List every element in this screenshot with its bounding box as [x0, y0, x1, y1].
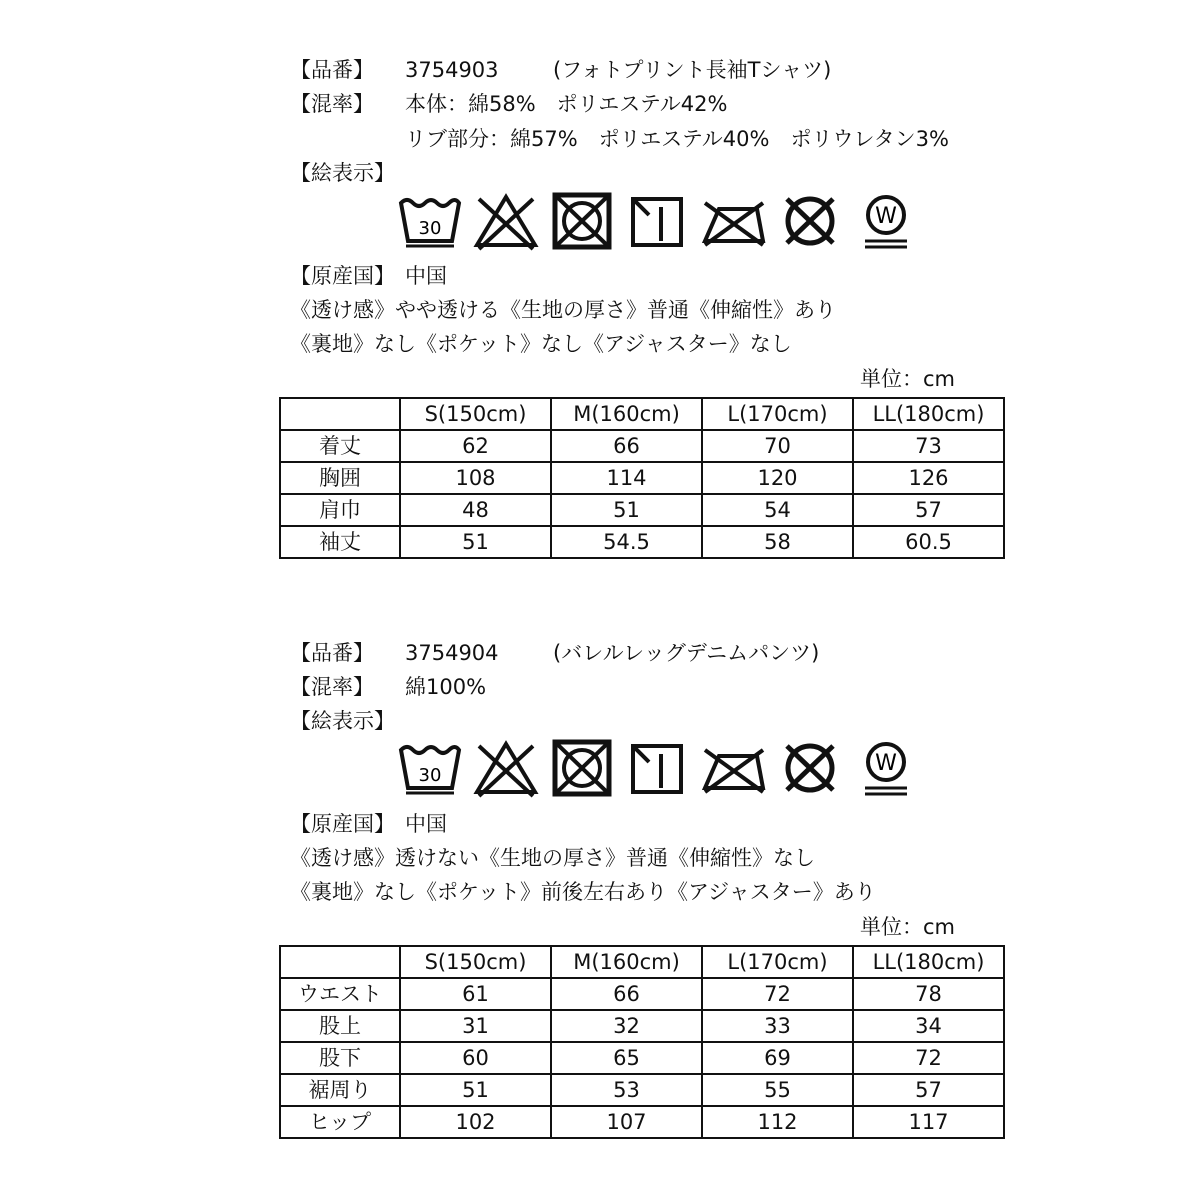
table-corner	[280, 946, 400, 978]
table-cell: 54.5	[551, 526, 702, 558]
line-dry-shade-icon	[623, 188, 693, 254]
konritsu-body: 綿100%	[405, 675, 487, 699]
header-cell: S(150cm)	[400, 398, 551, 430]
header-cell: M(160cm)	[551, 946, 702, 978]
wash-temp: 30	[418, 218, 442, 239]
table-cell: 66	[551, 430, 702, 462]
row-header: 袖丈	[280, 526, 400, 558]
table-cell: 117	[853, 1106, 1004, 1138]
table-cell: 58	[702, 526, 853, 558]
table-cell: 108	[400, 462, 551, 494]
table-row	[280, 462, 1004, 494]
no-dry-clean-icon	[775, 735, 845, 801]
no-tumble-dry-icon	[547, 735, 617, 801]
table-cell: 55	[702, 1074, 853, 1106]
header-cell: L(170cm)	[702, 946, 853, 978]
table-row	[280, 1010, 1004, 1042]
item2-note1: 《透け感》透けない《生地の厚さ》普通《伸縮性》なし	[290, 846, 815, 870]
header-cell: M(160cm)	[551, 398, 702, 430]
table-corner	[280, 398, 400, 430]
table-cell: 65	[551, 1042, 702, 1074]
care-icons	[395, 188, 921, 254]
table-cell: 114	[551, 462, 702, 494]
size-table-2	[279, 945, 1005, 1139]
table-row	[280, 1074, 1004, 1106]
table-cell: 126	[853, 462, 1004, 494]
table-cell: 70	[702, 430, 853, 462]
table-row	[280, 1106, 1004, 1138]
table-cell: 48	[400, 494, 551, 526]
row-header: ヒップ	[280, 1106, 400, 1138]
header-cell: S(150cm)	[400, 946, 551, 978]
table-row	[280, 978, 1004, 1010]
item1-note1: 《透け感》やや透ける《生地の厚さ》普通《伸縮性》あり	[290, 298, 836, 322]
row-header: 肩巾	[280, 494, 400, 526]
ehyoji-label: 【絵表示】	[290, 709, 395, 733]
table-cell: 66	[551, 978, 702, 1010]
no-tumble-dry-icon	[547, 188, 617, 254]
table-cell: 62	[400, 430, 551, 462]
wash-30-icon	[395, 188, 465, 254]
hinban-label: 【品番】	[290, 641, 374, 665]
wet-letter: W	[875, 204, 897, 229]
no-bleach-icon	[471, 188, 541, 254]
origin-label: 【原産国】	[290, 812, 395, 836]
table-cell: 73	[853, 430, 1004, 462]
product-name: (フォトプリント長袖Tシャツ)	[553, 58, 832, 82]
line-dry-shade-icon	[623, 735, 693, 801]
hinban-label: 【品番】	[290, 58, 374, 82]
item1-note2: 《裏地》なし《ポケット》なし《アジャスター》なし	[290, 332, 792, 356]
row-header: ウエスト	[280, 978, 400, 1010]
table-cell: 60	[400, 1042, 551, 1074]
table-cell: 107	[551, 1106, 702, 1138]
table-cell: 69	[702, 1042, 853, 1074]
no-iron-icon	[699, 188, 769, 254]
table-cell: 112	[702, 1106, 853, 1138]
konritsu-label: 【混率】	[290, 92, 374, 116]
wash-temp: 30	[418, 765, 442, 786]
table-cell: 53	[551, 1074, 702, 1106]
wash-30-icon	[395, 735, 465, 801]
table-cell: 51	[400, 1074, 551, 1106]
table-cell: 61	[400, 978, 551, 1010]
item2-note2: 《裏地》なし《ポケット》前後左右あり《アジャスター》あり	[290, 880, 876, 904]
unit-label: 単位：cm	[860, 915, 956, 939]
no-bleach-icon	[471, 735, 541, 801]
table-row	[280, 430, 1004, 462]
table-cell: 33	[702, 1010, 853, 1042]
no-dry-clean-icon	[775, 188, 845, 254]
origin-value: 中国	[405, 812, 447, 836]
konritsu-body: 本体：綿58% ポリエステル42%	[405, 92, 728, 116]
table-cell: 57	[853, 494, 1004, 526]
ehyoji-label: 【絵表示】	[290, 161, 395, 185]
wet-clean-icon	[851, 735, 921, 801]
table-cell: 72	[853, 1042, 1004, 1074]
table-cell: 32	[551, 1010, 702, 1042]
wet-clean-icon	[851, 188, 921, 254]
table-cell: 51	[551, 494, 702, 526]
table-cell: 78	[853, 978, 1004, 1010]
origin-label: 【原産国】	[290, 264, 395, 288]
table-cell: 31	[400, 1010, 551, 1042]
hinban-value: 3754903	[405, 58, 499, 82]
table-cell: 34	[853, 1010, 1004, 1042]
row-header: 股上	[280, 1010, 400, 1042]
header-cell: L(170cm)	[702, 398, 853, 430]
table-cell: 54	[702, 494, 853, 526]
care-icons	[395, 735, 921, 801]
row-header: 胸囲	[280, 462, 400, 494]
table-header-row	[280, 398, 1004, 430]
row-header: 着丈	[280, 430, 400, 462]
table-cell: 72	[702, 978, 853, 1010]
row-header: 裾周り	[280, 1074, 400, 1106]
table-cell: 120	[702, 462, 853, 494]
product-name: (バレルレッグデニムパンツ)	[553, 641, 820, 665]
table-cell: 60.5	[853, 526, 1004, 558]
table-row	[280, 494, 1004, 526]
table-cell: 51	[400, 526, 551, 558]
unit-label: 単位：cm	[860, 367, 956, 391]
konritsu-label: 【混率】	[290, 675, 374, 699]
table-cell: 57	[853, 1074, 1004, 1106]
origin-value: 中国	[405, 264, 447, 288]
header-cell: LL(180cm)	[853, 398, 1004, 430]
no-iron-icon	[699, 735, 769, 801]
row-header: 股下	[280, 1042, 400, 1074]
hinban-value: 3754904	[405, 641, 499, 665]
size-table-1	[279, 397, 1005, 559]
table-row	[280, 1042, 1004, 1074]
konritsu-rib: リブ部分：綿57% ポリエステル40% ポリウレタン3%	[405, 127, 949, 151]
table-cell: 102	[400, 1106, 551, 1138]
table-header-row	[280, 946, 1004, 978]
table-row	[280, 526, 1004, 558]
wet-letter: W	[875, 751, 897, 776]
header-cell: LL(180cm)	[853, 946, 1004, 978]
